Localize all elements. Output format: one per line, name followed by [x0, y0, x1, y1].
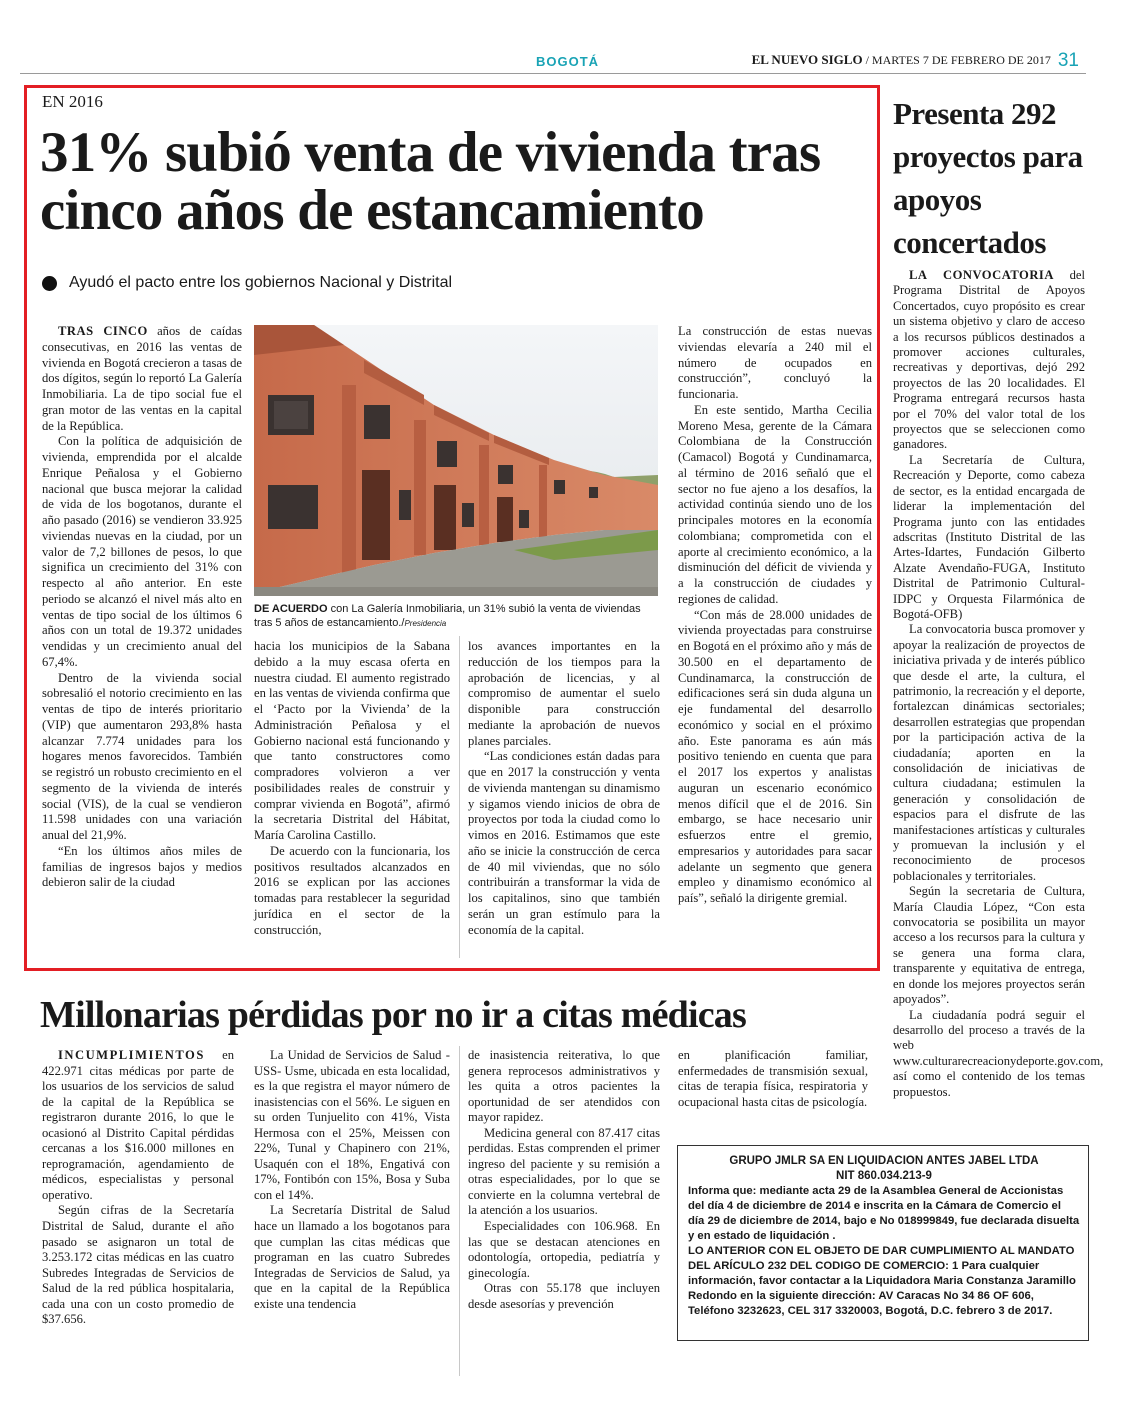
second-article-column-3 [468, 1048, 660, 1312]
main-article-column-1 [42, 324, 242, 891]
notice-body: Informa que: mediante acta 29 de la Asamblea General de Accionistas del día 4 de diciembre de 2014 e inscrita en la Cámara de Comercio el día 29 de diciembre de 2014, bajo e No 018999849, fue declarada disuelta y en estado de liquidación . [688, 1185, 1080, 1242]
paragraph: Medicina general con 87.417 citas perdidas. Estas comprenden el primer ingreso del paciente y su remisión a otras especialidades, por lo que se convierte en la columna vertebral de la atención a los usuarios. [468, 1125, 660, 1218]
lead-word: TRAS CINCO [58, 324, 148, 338]
paragraph: Especialidades con 106.968. En las que se destacan atenciones en odontología, ortopedia, pediatría y ginecología. [468, 1219, 660, 1280]
notice-title: GRUPO JMLR SA EN LIQUIDACION ANTES JABEL LTDA [729, 1155, 1039, 1167]
paragraph: La construcción de estas nuevas viviendas elevaría a 240 mil el número de ocupados en construcción”, concluyó la funcionaria. [678, 324, 872, 401]
paragraph: del Programa Distrital de Apoyos Concertados, cuyo propósito es crear un sistema objetivo y claro de acceso a los recursos públicos destinados a promover acciones culturales, recreativas y deportivas, dejó 292 proyectos de las 20 localidades. El Programa entregará recursos hasta por el 70% del valor total de los proyectos que se seleccionen como ganadores. [893, 268, 1085, 452]
caption-text: con La Galería Inmobiliaria, un 31% subió la venta de viviendas tras 5 años de estancamiento./ [254, 603, 641, 629]
paragraph: “En los últimos años miles de familias de ingresos bajos y medios debieron salir de la ciudad [42, 843, 242, 890]
paragraph: años de caídas consecutivas, en 2016 las ventas de vivienda en Bogotá crecieron a tasas de dos dígitos, según lo reportó La Galería Inmobiliaria. La de tipo social fue el gran motor de las ventas en la capital de la República. [42, 324, 242, 433]
paragraph: “Con más de 28.000 unidades de vivienda proyectadas para construirse en Bogotá en el próximo año y más de 30.500 en el departamento de Cundinamarca, la construcción de edificaciones será sin duda alguna un eje fundamental del desarrollo económico y social en el próximo año. Este panorama es aún más positivo teniendo en cuenta que para el 2017 los expertos y analistas auguran un escenario económico menos difícil que el de 2016. Sin embargo, se hace necesario unir esfuerzos entre el gremio, empresarios y autoridades para sacar adelante un segmento que genera empleo y dinamismo económico al país”, señaló la dirigente gremial. [678, 607, 872, 905]
paragraph: La ciudadanía podrá seguir el desarrollo del proceso a través de la web www.culturarecreacionydeporte.gov.com, así como el contenido de los temas propuestos. [893, 1007, 1104, 1099]
main-article-column-3 [468, 639, 660, 938]
notice-body-2: LO ANTERIOR CON EL OBJETO DE DAR CUMPLIMIENTO AL MANDATO DEL ARÍCULO 232 DEL CODIGO DE COMERCIO: 1 Para cualquier información, favor contactar a la Liquidadora Maria Constanza Jaramillo Redondo en la siguiente dirección: AV Caracas No 34 86 OF 606, Teléfono 3232623, CEL 317 3320003, Bogotá, D.C. febrero 3 de 2017. [688, 1245, 1076, 1317]
header-rule [20, 73, 1086, 74]
paragraph: Según la secretaria de Cultura, María Claudia López, “Con esta convocatoria se posibilita un mayor acceso a los recursos para la cultura y se genera una forma clara, transparente y equitativa de entrega, en donde los mejores proyectos serán apoyados”. [893, 884, 1085, 1007]
paragraph: los avances importantes en la reducción de los tiempos para la aprobación de licencias, y al compromiso de aumentar el suelo disponible para construcción mediante la aprobación de nuevos planes parciales. [468, 639, 660, 748]
article-subhead [42, 274, 452, 292]
paragraph: Según cifras de la Secretaría Distrital de Salud, durante el año pasado se asignaron un total de 3.253.172 citas médicas en las cuatro Subredes Integradas de Servicios de Salud de la red pública hospitalaria, cada una con un costo promedio de $37.656. [42, 1203, 234, 1327]
section-label: BOGOTÁ [536, 54, 600, 69]
bullet-icon [42, 276, 57, 291]
paragraph: En este sentido, Martha Cecilia Moreno Mesa, gerente de la Cámara Colombiana de la Construcción (Camacol) Bogotá y Cundinamarca, al término de 2016 señaló que el sector no fue ajeno a los desafíos, la actividad continúa siendo uno de los principales motores en la economía colombiana; comprometida con el aporte al crecimiento económico, a la disminución del déficit de vivienda y a la construcción de ciudades y regiones de calidad. [678, 402, 872, 606]
second-article-column-4 [678, 1048, 868, 1110]
second-article-column-1 [42, 1048, 234, 1328]
column-divider [459, 636, 460, 958]
second-article-column-2 [254, 1048, 450, 1312]
paragraph: en planificación familiar, enfermedades de transmisión sexual, citas de terapia física, respiratoria y ocupacional hasta citas de psicología. [678, 1048, 868, 1109]
lead-word: INCUMPLIMIENTOS [58, 1048, 205, 1062]
column-divider [459, 1046, 460, 1376]
main-article-column-2 [254, 639, 450, 938]
main-article-column-4 [678, 324, 872, 907]
paragraph: De acuerdo con la funcionaria, los positivos resultados alcanzados en 2016 se explican por las acciones tomadas para restablecer la seguridad jurídica en el sector de la construcción, [254, 843, 450, 937]
page-header [752, 50, 1079, 72]
sidebar-headline: Presenta 292 proyectos para apoyos concertados [893, 96, 1083, 260]
issue-date: / MARTES 7 DE FEBRERO DE 2017 [865, 53, 1051, 67]
paragraph: en 422.971 citas médicas por parte de los usuarios de los servicios de salud de la capital de la República se registraron durante 2016, lo que le ocasionó al Distrito Capital pérdidas cercanas a los $16.000 millones en reprogramación, agendamiento de médicos, especialistas y personal operativo. [42, 1048, 234, 1202]
paragraph: La convocatoria busca promover y apoyar la realización de proyectos de iniciativa privada y de interés público que desde el arte, la cultura, el patrimonio, la recreación y el deporte, fortalezcan dinámicas sectoriales; desarrollen estrategias que propendan por la participación activa de la ciudadanía; aporten en la consolidación de iniciativas de cultura ciudadana; estimulen la generación y consolidación de espacios para el disfrute de las manifestaciones artísticas y culturales y promuevan la inclusión y el reconocimiento de procesos poblacionales y territoriales. [893, 622, 1085, 883]
paragraph: La Secretaría de Cultura, Recreación y Deporte, como cabeza de sector, es la entidad encargada de liderar la implementación del Programa junto con las entidades adscritas (Instituto Distrital de las Artes-Idartes, Fundación Gilberto Alzate Avendaño-FUGA, Instituto Distrital de Patrimonio Cultural-IDPC y Orquesta Filarmónica de Bogotá-OFB) [893, 452, 1085, 621]
paragraph: La Unidad de Servicios de Salud -USS- Usme, ubicada en esta localidad, es la que registra el mayor número de inasistencias con el 56%. Le siguen en su orden Tunjuelito con 41%, Vista Hermosa con el 25%, Meissen con 22%, Tunal y Chapinero con 21%, Usaquén con el 18%, Engativá con 17%, Fontibón con 15%, Bosa y Suba con el 14%. [254, 1048, 450, 1202]
article-kicker: EN 2016 [42, 92, 103, 111]
paragraph: Con la política de adquisición de vivienda, emprendida por el alcalde Enrique Peñalosa y el Gobierno nacional que busca mejorar la calidad de vida de los bogotanos, durante el año pasado (2016) se vendieron 33.925 viviendas nuevas en la ciudad, por un valor de 7,2 billones de pesos, lo que significa un crecimiento del 31% con respecto al año anterior. En este periodo se alcanzó el nivel más alto en ventas de tipo social de los últimos 6 años con un total de 19.372 unidades vendidas y un crecimiento anual del 67,4%. [42, 434, 242, 669]
article-headline [40, 121, 880, 242]
sidebar-article-body [893, 268, 1104, 1100]
photo-caption [254, 602, 660, 631]
legal-notice-box [677, 1145, 1089, 1341]
paragraph: hacia los municipios de la Sabana debido a la muy escasa oferta en nuestra ciudad. El aumento registrado en las ventas de vivienda confirma que el ‘Pacto por la Vivienda’ de la Administración Peñalosa y el Gobierno nacional está funcionando y que tanto constructores como compradores volvieron a ver posibilidades reales de construir y comprar vivienda en Bogotá”, afirmó la secretaria Distrital del Hábitat, María Carolina Castillo. [254, 639, 450, 842]
second-article-headline: Millonarias pérdidas por no ir a citas médicas [40, 994, 746, 1036]
headline-line-1: 31% subió venta de vivienda tras [40, 121, 821, 184]
headline-line-2: cinco años de estancamiento [40, 179, 704, 242]
lead-word: LA CONVOCATORIA [909, 268, 1054, 282]
paragraph: La Secretaría Distrital de Salud hace un llamado a los bogotanos para que cumplan las citas médicas que programan en las cuatro Subredes Integradas de Servicios de Salud, ya que en la capital de la República existe una tendencia [254, 1203, 450, 1311]
paragraph: de inasistencia reiterativa, lo que genera reprocesos administrativos y les quita a otros pacientes la oportunidad de ser atendidos con mayor rapidez. [468, 1048, 660, 1125]
caption-lead: DE ACUERDO [254, 603, 328, 615]
page-number: 31 [1057, 50, 1079, 71]
paragraph: “Las condiciones están dadas para que en 2017 la construcción y venta de vivienda mantengan su dinamismo y sigamos viendo inicios de obra de proyectos por toda la ciudad como lo vimos en 2016. Estimamos que este año se inicie la construcción de cerca de 40 mil viviendas, que no sólo contribuirán a transformar la vida de los capitalinos, sino que también serán un gran estímulo para la economía de la capital. [468, 749, 660, 937]
paragraph: Dentro de la vivienda social sobresalió el notorio crecimiento en las ventas de tipo de interés prioritario (VIP) que aumentaron 293,8% hasta alcanzar 7.774 unidades para los hogares menos favorecidos. También se registró un robusto crecimiento en el segmento de la vivienda de interés social (VIS), de la cual se vendieron 11.598 unidades con una variación anual del 21,9%. [42, 670, 242, 842]
paragraph: Otras con 55.178 que incluyen desde asesorías y prevención [468, 1281, 660, 1311]
newspaper-name: EL NUEVO SIGLO [751, 52, 863, 67]
subhead-text: Ayudó el pacto entre los gobiernos Nacional y Distrital [69, 274, 453, 291]
photo-credit: Presidencia [404, 619, 447, 628]
houses-photo [254, 325, 658, 596]
notice-nit: NIT 860.034.213-9 [836, 1170, 932, 1182]
